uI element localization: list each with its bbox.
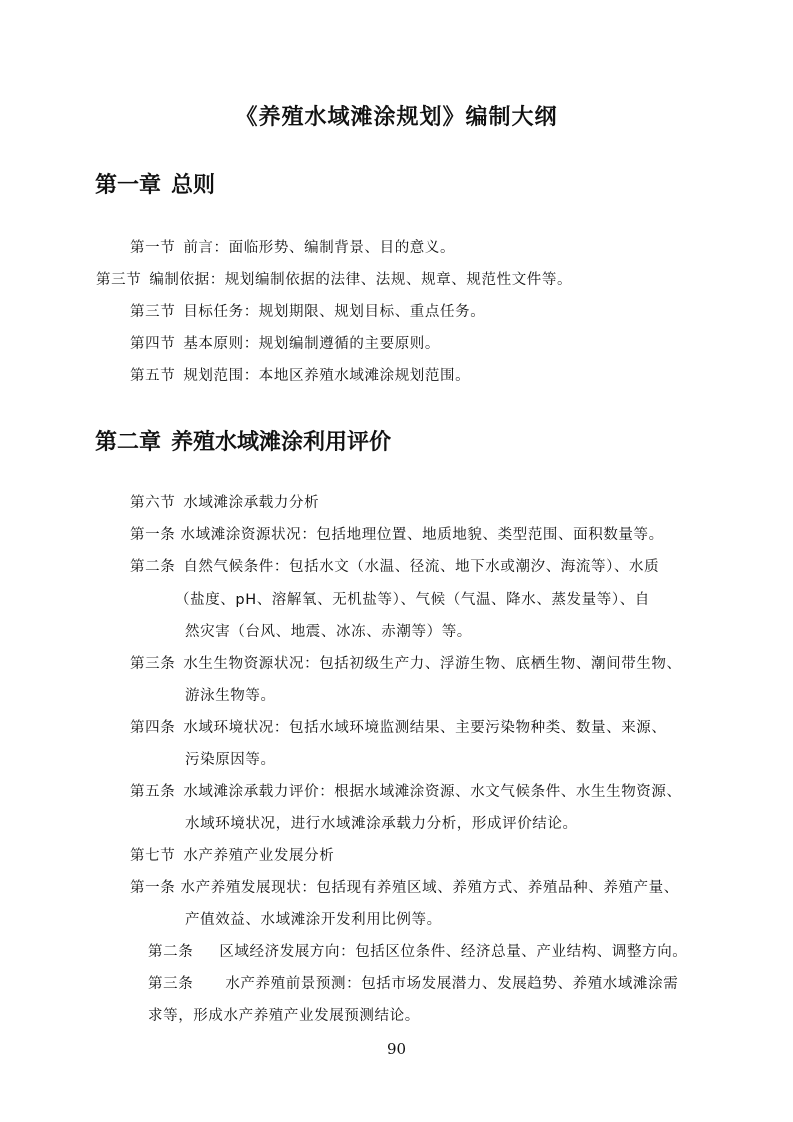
article-line: [130, 780, 682, 801]
page-number: 90: [386, 1040, 407, 1058]
section-line: [96, 268, 572, 289]
article-text: 水域滩涂承载力评价：根据水域滩涂资源、水文气候条件、水生生物资源、: [183, 784, 682, 800]
article-line: [130, 555, 659, 576]
article-label: 第三条: [148, 976, 194, 992]
article-continuation: （盐度、pH、溶解氧、无机盐等）、气候（气温、降水、蒸发量等）、自: [175, 592, 650, 608]
section-text: 规划范围：本地区养殖水域滩涂规划范围。: [183, 368, 471, 384]
article-continuation: 污染原因等。: [185, 752, 276, 768]
article-continuation: 水域环境状况，进行水域滩涂承载力分析，形成评价结论。: [185, 816, 578, 832]
section-label: 第七节: [130, 848, 176, 864]
section-line: [130, 364, 470, 385]
article-label: 第二条: [148, 944, 194, 960]
article-text: 区域经济发展方向：包括区位条件、经济总量、产业结构、调整方向。: [219, 944, 688, 960]
section-line: [130, 300, 485, 321]
article-text: 水域环境状况：包括水域环境监测结果、主要污染物种类、数量、来源、: [183, 720, 667, 736]
article-text: 水产养殖前景预测：包括市场发展潜力、发展趋势、养殖水域滩涂需: [225, 976, 679, 992]
section-label: 第一节: [130, 240, 176, 256]
article-line: [130, 716, 667, 737]
chapter-heading: [95, 168, 215, 199]
article-continuation: 求等，形成水产养殖产业发展预测结论。: [148, 1008, 420, 1024]
section-label: 第五节: [130, 368, 176, 384]
article-continuation: 产值效益、水域滩涂开发利用比例等。: [185, 912, 442, 928]
article-line: [148, 940, 687, 961]
section-label: 第三节: [96, 272, 142, 288]
section-line: [130, 236, 455, 257]
article-continuation: 然灾害（台风、地震、冰冻、赤潮等）等。: [185, 624, 472, 640]
section-label: 第六节: [130, 495, 176, 511]
article-text: 水生生物资源状况：包括初级生产力、浮游生物、底栖生物、潮间带生物、: [183, 656, 682, 672]
chapter-title: 养殖水域滩涂利用评价: [171, 430, 392, 455]
article-continuation: 游泳生物等。: [185, 688, 276, 704]
article-text: 水产养殖发展现状：包括现有养殖区域、养殖方式、养殖品种、养殖产量、: [180, 880, 679, 896]
article-line: [130, 523, 664, 544]
section-line: [130, 332, 440, 353]
chapter-title: 总则: [171, 173, 216, 198]
section-text: 编制依据：规划编制依据的法律、法规、规章、规范性文件等。: [149, 272, 573, 288]
article-line: [148, 972, 678, 993]
article-line: [130, 652, 682, 673]
section-line: [130, 491, 319, 512]
section-label: 第三节: [130, 304, 176, 320]
section-text: 基本原则：规划编制遵循的主要原则。: [183, 336, 441, 352]
section-text: 水域滩涂承载力分析: [183, 495, 320, 511]
article-label: 第五条: [130, 784, 176, 800]
article-label: 第一条: [130, 527, 176, 543]
section-text: 前言：面临形势、编制背景、目的意义。: [183, 240, 456, 256]
section-text: 水产养殖产业发展分析: [183, 848, 335, 864]
article-label: 第二条: [130, 559, 176, 575]
article-label: 第三条: [130, 656, 176, 672]
article-text: 水域滩涂资源状况：包括地理位置、地质地貌、类型范围、面积数量等。: [180, 527, 664, 543]
section-line: [130, 844, 334, 865]
article-label: 第一条: [130, 880, 176, 896]
article-text: 自然气候条件：包括水文（水温、径流、地下水或潮汐、海流等）、水质: [183, 559, 660, 575]
chapter-number: 第二章: [95, 430, 162, 455]
section-label: 第四节: [130, 336, 176, 352]
article-label: 第四条: [130, 720, 176, 736]
chapter-number: 第一章: [95, 173, 162, 198]
document-title: 《养殖水域滩涂规划》编制大纲: [235, 104, 558, 130]
chapter-heading: [95, 425, 391, 456]
section-text: 目标任务：规划期限、规划目标、重点任务。: [183, 304, 486, 320]
article-line: [130, 876, 679, 897]
